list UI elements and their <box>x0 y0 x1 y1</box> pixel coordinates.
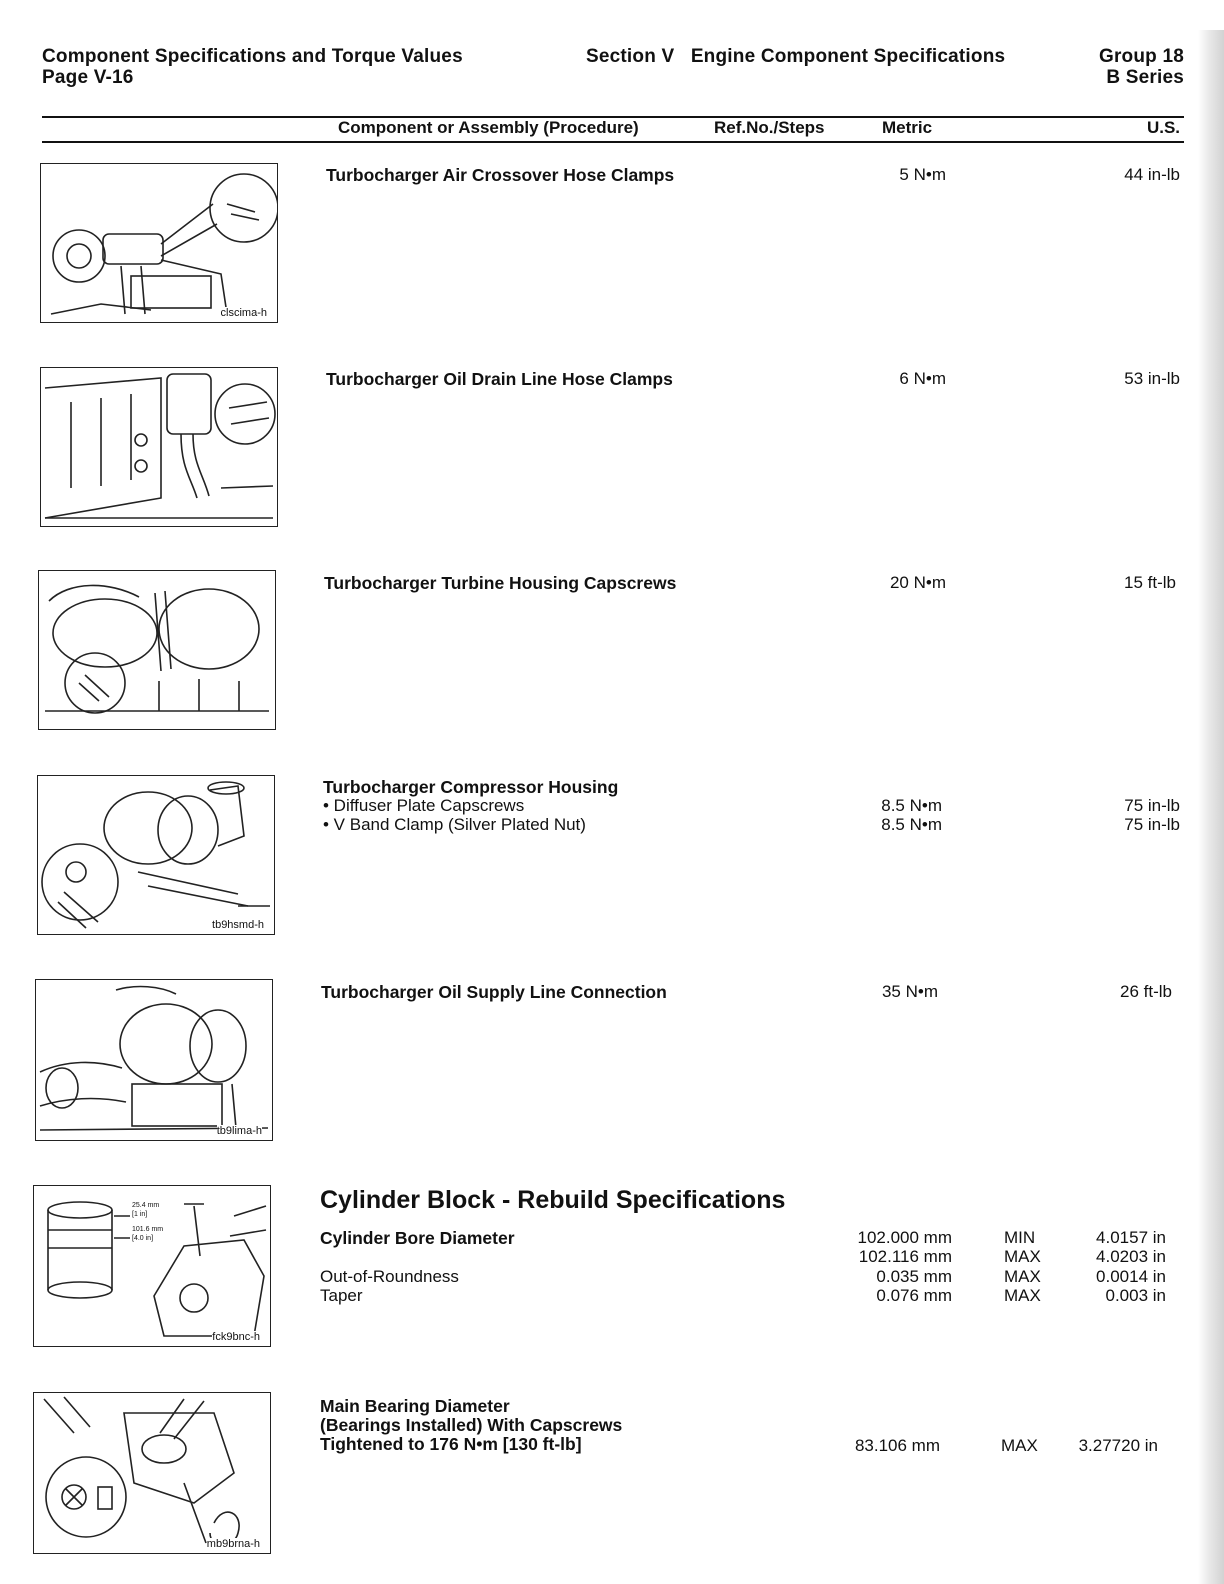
document-title: Component Specifications and Torque Values <box>42 46 463 67</box>
series-label: B Series <box>1106 67 1184 88</box>
spec-name: Turbocharger Compressor Housing <box>323 777 619 797</box>
rebuild-row-label: Taper <box>320 1286 363 1305</box>
main-bearing-line: Tightened to 176 N•m [130 ft-lb] <box>320 1434 582 1454</box>
spec-us: 53 in-lb <box>1124 369 1180 388</box>
rebuild-row-limit: MIN <box>1004 1228 1036 1247</box>
spec-metric: 6 N•m <box>899 369 946 388</box>
spec-item-name: • Diffuser Plate Capscrews <box>323 796 525 815</box>
figure-code: tb9hsmd-h <box>212 919 264 931</box>
compressor-housing-figure <box>37 775 275 935</box>
drain-clamp-figure <box>40 367 278 527</box>
group-label: Group 18 <box>1098 46 1184 67</box>
spec-name: Turbocharger Air Crossover Hose Clamps <box>326 165 675 185</box>
main-bearing-us: 3.27720 in <box>1078 1436 1158 1455</box>
figure-code: mb9brna-h <box>206 1538 260 1550</box>
rebuild-row-limit: MAX <box>1004 1267 1041 1286</box>
hose-clamp-figure <box>40 163 278 323</box>
rebuild-row-us: 4.0203 in <box>1096 1247 1166 1266</box>
rebuild-row-metric: 0.035 mm <box>876 1267 952 1286</box>
spec-metric: 35 N•m <box>881 982 938 1001</box>
column-ref-steps: Ref.No./Steps <box>714 118 825 137</box>
spec-metric: 5 N•m <box>899 165 946 184</box>
spec-item-name: • V Band Clamp (Silver Plated Nut) <box>323 815 586 834</box>
spec-name: Turbocharger Oil Drain Line Hose Clamps <box>326 369 673 389</box>
main-bearing-metric: 83.106 mm <box>854 1436 940 1455</box>
spec-item-metric: 8.5 N•m <box>881 815 942 834</box>
scanned-page-edge-shadow <box>1198 30 1224 1584</box>
spec-name: Turbocharger Turbine Housing Capscrews <box>324 573 677 593</box>
rebuild-row-us: 0.003 in <box>1105 1286 1166 1305</box>
spec-name: Turbocharger Oil Supply Line Connection <box>321 982 667 1002</box>
main-bearing-line: Main Bearing Diameter <box>320 1396 510 1416</box>
section-heading: Cylinder Block - Rebuild Specifications <box>320 1186 786 1214</box>
figure-code: clscima-h <box>220 307 267 319</box>
figure-dimension-label: [1 in] <box>132 1211 148 1218</box>
figure-code: tb9lima-h <box>216 1125 262 1137</box>
column-us: U.S. <box>1146 118 1180 137</box>
oil-supply-figure <box>35 979 273 1141</box>
main-bearing-line: (Bearings Installed) With Capscrews <box>320 1415 623 1435</box>
rebuild-row-limit: MAX <box>1004 1247 1041 1266</box>
figure-dimension-label: 101.6 mm <box>132 1226 164 1233</box>
rebuild-row-metric: 102.116 mm <box>858 1247 952 1266</box>
figure-dimension-label: [4.0 in] <box>132 1235 154 1242</box>
spec-item-metric: 8.5 N•m <box>881 796 942 815</box>
rebuild-row-limit: MAX <box>1004 1286 1041 1305</box>
figure-code: fck9bnc-h <box>212 1331 260 1343</box>
column-metric: Metric <box>882 118 933 137</box>
rebuild-row-us: 4.0157 in <box>1096 1228 1166 1247</box>
main-bearing-limit: MAX <box>1001 1436 1038 1455</box>
rebuild-row-metric: 102.000 mm <box>857 1228 952 1247</box>
section-title: Section V Engine Component Specifications <box>586 46 1006 67</box>
figure-dimension-label: 25.4 mm <box>132 1202 160 1209</box>
spec-us: 26 ft-lb <box>1120 982 1172 1001</box>
rebuild-row-metric: 0.076 mm <box>876 1286 952 1305</box>
spec-us: 44 in-lb <box>1124 165 1180 184</box>
cylinder-bore-figure <box>33 1185 271 1347</box>
main-bearing-figure <box>33 1392 271 1554</box>
rebuild-row-us: 0.0014 in <box>1096 1267 1166 1286</box>
spec-metric: 20 N•m <box>889 573 946 592</box>
header-underline <box>42 141 1184 143</box>
rebuild-row-label: Out-of-Roundness <box>320 1267 459 1286</box>
spec-item-us: 75 in-lb <box>1124 796 1180 815</box>
rebuild-row-label: Cylinder Bore Diameter <box>320 1228 515 1248</box>
page-number: Page V-16 <box>42 67 134 88</box>
spec-item-us: 75 in-lb <box>1124 815 1180 834</box>
turbine-housing-figure <box>38 570 276 730</box>
column-component: Component or Assembly (Procedure) <box>338 118 639 137</box>
spec-us: 15 ft-lb <box>1124 573 1176 592</box>
